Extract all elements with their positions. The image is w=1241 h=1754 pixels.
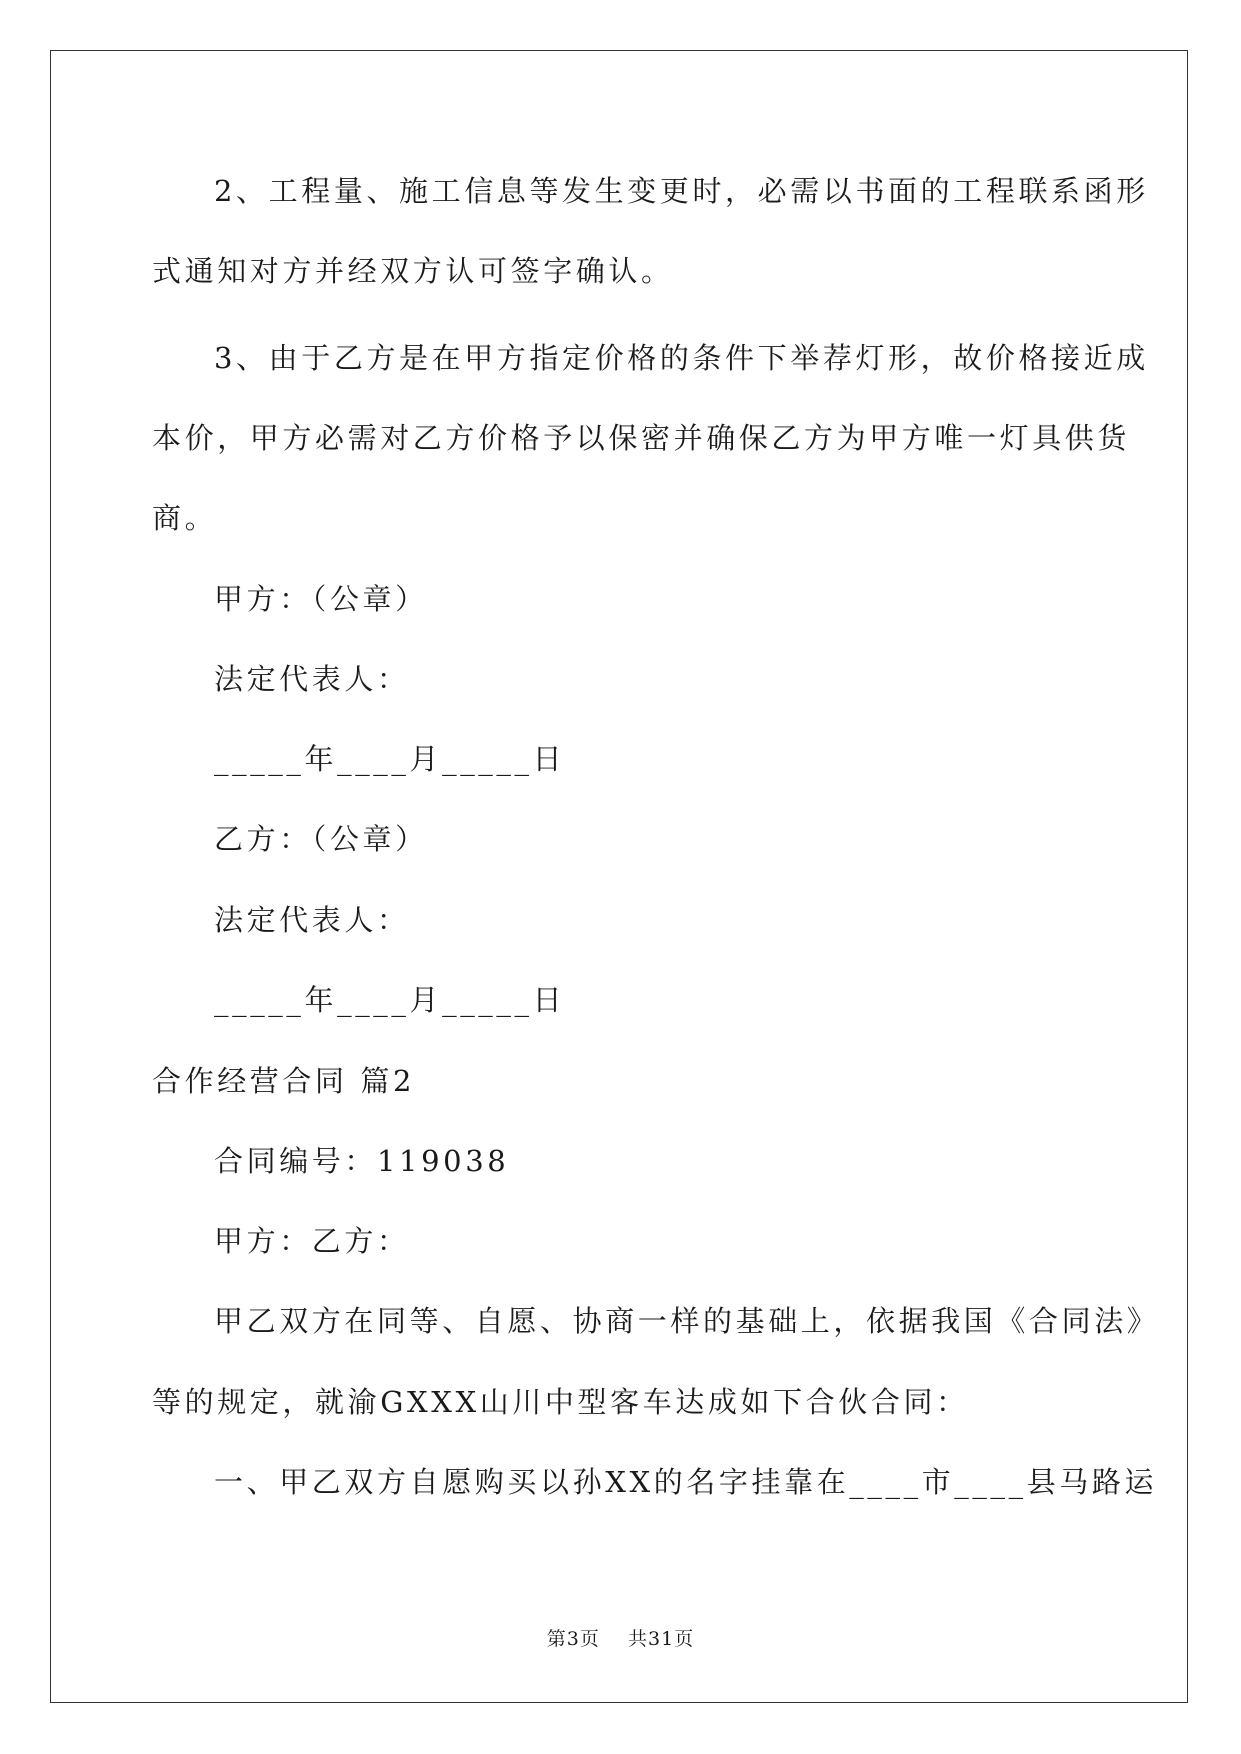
paragraph-line: 式通知对方并经双方认可签字确认。 bbox=[152, 254, 674, 288]
paragraph-line: 本价，甲方必需对乙方价格予以保密并确保乙方为甲方唯一灯具供货 bbox=[152, 421, 1131, 455]
contract-number: 合同编号：119038 bbox=[214, 1144, 510, 1178]
party-b-representative-label: 法定代表人： bbox=[214, 903, 410, 937]
party-a-seal-label: 甲方：（公章） bbox=[214, 582, 428, 616]
section-title: 合作经营合同 篇2 bbox=[152, 1064, 416, 1098]
paragraph-line: 3、由于乙方是在甲方指定价格的条件下举荐灯形，故价格接近成 bbox=[214, 341, 1149, 375]
paragraph-line: 商。 bbox=[152, 501, 218, 535]
paragraph-line: 2、工程量、施工信息等发生变更时，必需以书面的工程联系函形 bbox=[214, 174, 1149, 208]
party-b-date-line: _____年____月_____日 bbox=[214, 983, 566, 1017]
parties-line: 甲方：乙方： bbox=[214, 1224, 410, 1258]
paragraph-line: 甲乙双方在同等、自愿、协商一样的基础上，依据我国《合同法》 bbox=[214, 1304, 1160, 1338]
paragraph-line: 一、甲乙双方自愿购买以孙XX的名字挂靠在____市____县马路运 bbox=[214, 1465, 1158, 1499]
page-number-footer: 第3页 共31页 bbox=[546, 1628, 695, 1650]
party-a-representative-label: 法定代表人： bbox=[214, 662, 410, 696]
paragraph-line: 等的规定，就渝GXXX山川中型客车达成如下合伙合同： bbox=[152, 1385, 969, 1419]
page-border bbox=[50, 50, 1188, 1703]
party-a-date-line: _____年____月_____日 bbox=[214, 742, 566, 776]
party-b-seal-label: 乙方：（公章） bbox=[214, 822, 428, 856]
